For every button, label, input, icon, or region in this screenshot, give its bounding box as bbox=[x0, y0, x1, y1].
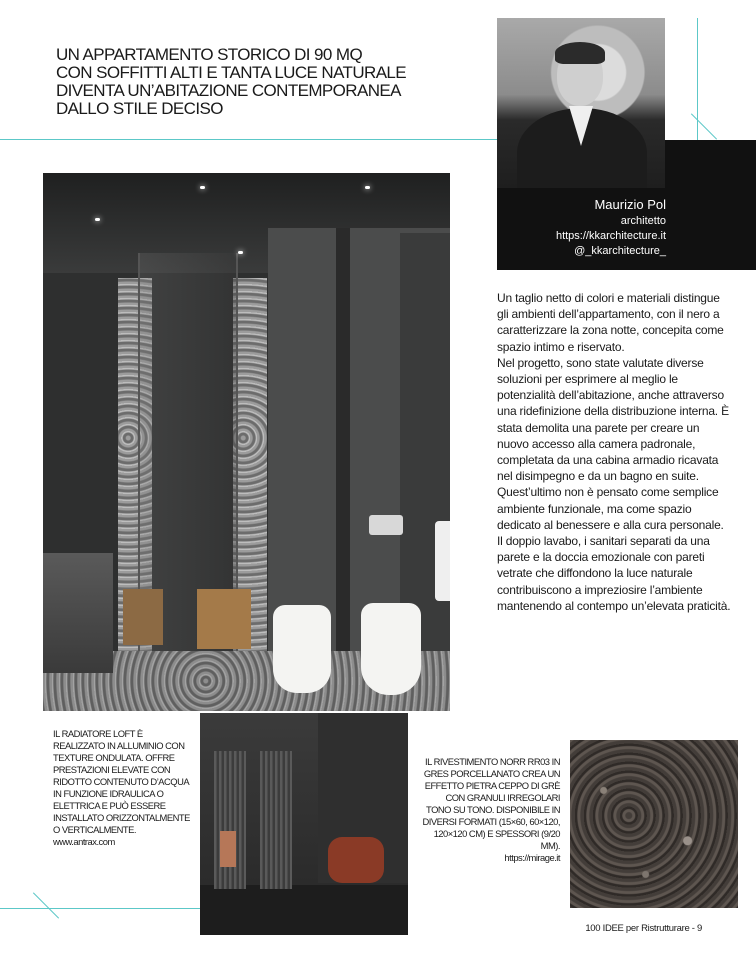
body-paragraph: Quest’ultimo non è pensato come semplice ambiente funzionale, ma come spazio dedicato al benessere e alla cura personale. Il doppio lavabo, i sanitari separati da una parete e la doccia emozionale con pareti vetrate che diffondono la luce naturale contribuiscono a impreziosire l’ambiente mantenendo al contempo un’elevata praticità. bbox=[497, 485, 731, 613]
photo-towel bbox=[220, 831, 236, 867]
radiator-caption bbox=[53, 728, 193, 848]
photo-wood-stool bbox=[197, 589, 251, 649]
photo-ceiling-light bbox=[365, 186, 370, 189]
article-body bbox=[497, 290, 732, 614]
divider-line-bottom bbox=[0, 908, 200, 909]
headline-line: UN APPARTAMENTO STORICO DI 90 MQ bbox=[56, 45, 363, 64]
architect-portrait bbox=[497, 18, 665, 188]
headline-line: CON SOFFITTI ALTI E TANTA LUCE NATURALE bbox=[56, 63, 407, 82]
photo-wall-stripe bbox=[336, 228, 350, 658]
photo-radiator-panel bbox=[260, 751, 292, 889]
bathroom-photo bbox=[43, 173, 450, 711]
page-footer: 100 IDEE per Ristrutturare - 9 bbox=[585, 923, 702, 934]
article-headline bbox=[56, 46, 466, 118]
radiator-caption-text: IL RADIATORE LOFT È REALIZZATO IN ALLUMINIO CON TEXTURE ONDULATA. OFFRE PRESTAZIONI ELEVATE CON RIDOTTO CONTENUTO D’ACQUA IN FUNZIONE IDRAULICA O ELETTRICA E PUÒ ESSERE INSTALLATO ORIZZONTALMENTE O VERTICALMENTE. bbox=[53, 728, 190, 835]
portrait-hair bbox=[555, 42, 605, 64]
architect-website[interactable]: https://kkarchitecture.it bbox=[555, 230, 666, 242]
radiator-photo bbox=[200, 713, 408, 935]
tile-sample-photo bbox=[570, 740, 738, 908]
architect-handle[interactable]: @_kkarchitecture_ bbox=[574, 245, 666, 257]
headline-line: DALLO STILE DECISO bbox=[56, 99, 223, 118]
photo-ceiling-light bbox=[238, 251, 243, 254]
body-paragraph: Un taglio netto di colori e materiali distingue gli ambienti dell’appartamento, con il nero a caratterizzare la zona notte, concepita come spazio intimo e riservato. bbox=[497, 291, 724, 354]
photo-towel bbox=[435, 521, 450, 601]
body-paragraph: Nel progetto, sono state valutate diverse soluzioni per esprimere al meglio le potenzialità dell’abitazione, anche attraverso una ridefinizione della distribuzione interna. È stata demolita una parete per creare un nuovo accesso alla camera padronale, completata da una cabina armadio ricavata nel disimpegno e da un bagno en suite. bbox=[497, 355, 729, 484]
tile-caption bbox=[420, 756, 560, 864]
photo-bidet bbox=[273, 605, 331, 693]
photo-armchair bbox=[328, 837, 384, 883]
tile-caption-text: IL RIVESTIMENTO NORR RR03 IN GRES PORCELLANATO CREA UN EFFETTO PIETRA CEPPO DI GRÈ CON GRANULI IRREGOLARI TONO SU TONO. DISPONIBILE IN DIVERSI FORMATI (15×60, 60×120, 120×120 CM) E SPESSORI (9/20 MM). bbox=[422, 756, 560, 851]
photo-radiator-panel bbox=[214, 751, 246, 889]
photo-flush-plate bbox=[369, 515, 403, 535]
photo-wood-stool bbox=[123, 589, 163, 645]
headline-line: DIVENTA UN’ABITAZIONE CONTEMPORANEA bbox=[56, 81, 401, 100]
architect-credits bbox=[556, 196, 666, 259]
radiator-caption-url[interactable]: www.antrax.com bbox=[53, 836, 115, 847]
divider-line-diagonal-bottom bbox=[33, 892, 59, 918]
tile-caption-url[interactable]: https://mirage.it bbox=[504, 852, 560, 863]
photo-bed bbox=[43, 553, 113, 673]
photo-ceiling-light bbox=[95, 218, 100, 221]
divider-line-diagonal bbox=[691, 113, 717, 139]
architect-name: Maurizio Pol bbox=[594, 197, 666, 212]
photo-ceiling-light bbox=[200, 186, 205, 189]
divider-line-top bbox=[0, 139, 497, 140]
photo-floor bbox=[200, 885, 408, 935]
architect-role: architetto bbox=[620, 215, 666, 227]
architect-card-extension bbox=[665, 140, 756, 188]
photo-toilet bbox=[361, 603, 421, 695]
